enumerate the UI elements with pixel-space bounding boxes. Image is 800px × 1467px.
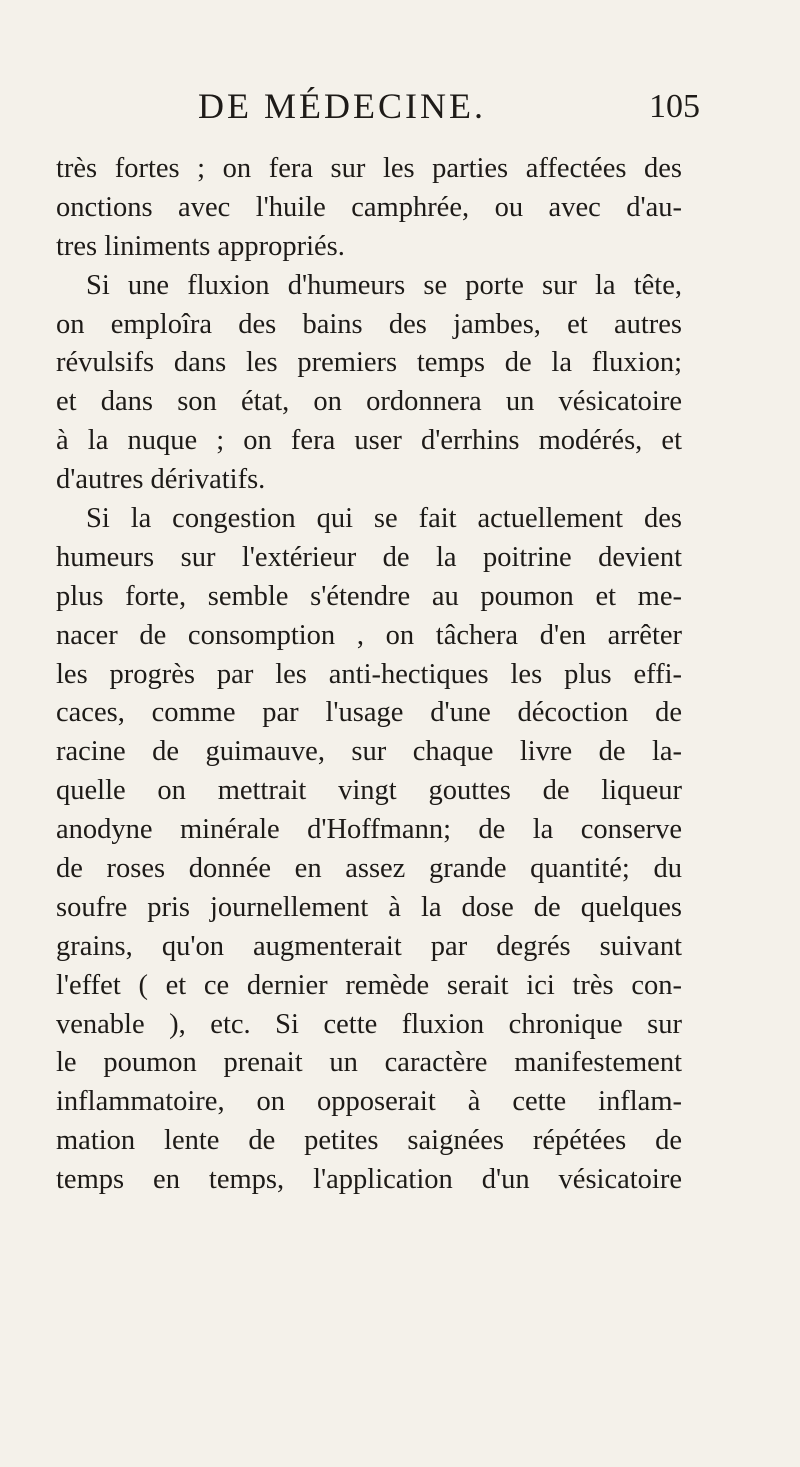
text-line: on emploîra des bains des jambes, et autres [56, 308, 682, 340]
text-line: le poumon prenait un caractère manifestement [56, 1047, 682, 1079]
text-line: tres liniments appropriés. [56, 230, 345, 262]
text-line: onctions avec l'huile camphrée, ou avec d'au- [56, 191, 682, 223]
body-text [56, 150, 682, 1200]
text-line: mation lente de petites saignées répétées de [56, 1125, 682, 1157]
text-line: très fortes ; on fera sur les parties affectées des [56, 153, 682, 184]
text-line: l'effet ( et ce dernier remède serait ici très con- [56, 969, 682, 1001]
text-line: temps en temps, l'application d'un vésicatoire [56, 1164, 682, 1196]
running-head [110, 82, 700, 142]
text-line: venable ), etc. Si cette fluxion chronique sur [56, 1008, 682, 1040]
text-line: racine de guimauve, sur chaque livre de la- [56, 736, 682, 768]
text-line: soufre pris journellement à la dose de quelques [56, 891, 682, 923]
running-title: DE MÉDECINE. [198, 86, 486, 126]
text-line: grains, qu'on augmenterait par degrés suivant [56, 930, 682, 962]
text-line: et dans son état, on ordonnera un vésicatoire [56, 386, 682, 418]
text-line: inflammatoire, on opposerait à cette inflam- [56, 1086, 682, 1118]
text-line: révulsifs dans les premiers temps de la fluxion; [56, 347, 682, 379]
text-line: Si la congestion qui se fait actuellement des [86, 503, 682, 535]
text-line: plus forte, semble s'étendre au poumon et me- [56, 580, 682, 612]
text-line: Si une fluxion d'humeurs se porte sur la tête, [86, 269, 682, 301]
text-line: de roses donnée en assez grande quantité; du [56, 853, 682, 885]
text-line: anodyne minérale d'Hoffmann; de la conserve [56, 814, 682, 846]
text-line: caces, comme par l'usage d'une décoction de [56, 697, 682, 729]
text-line: quelle on mettrait vingt gouttes de liqueur [56, 775, 682, 807]
text-line: humeurs sur l'extérieur de la poitrine devient [56, 541, 682, 573]
text-line: à la nuque ; on fera user d'errhins modérés, et [56, 425, 682, 457]
text-line: nacer de consomption , on tâchera d'en arrêter [56, 619, 682, 651]
text-line: d'autres dérivatifs. [56, 464, 266, 496]
page-number: 105 [649, 88, 700, 125]
text-line: les progrès par les anti-hectiques les plus effi- [56, 658, 682, 690]
